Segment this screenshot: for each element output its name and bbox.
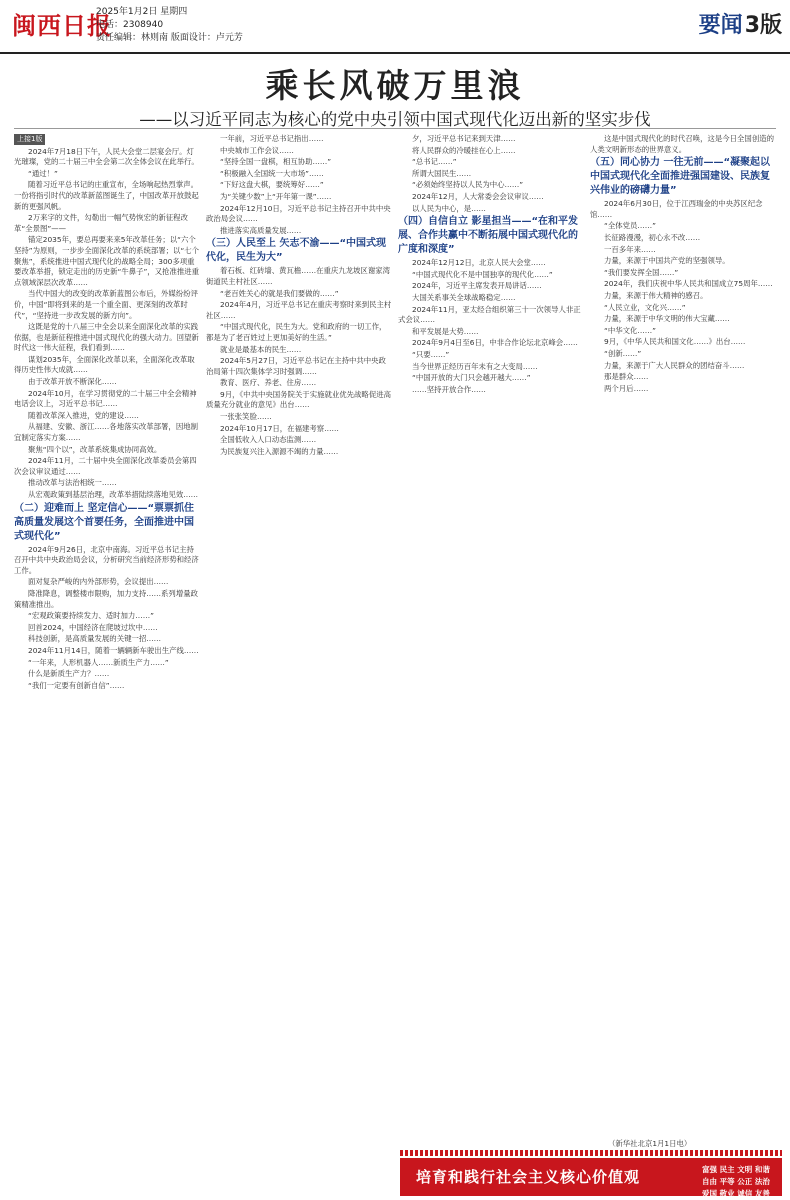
paragraph: 随着改革深入推进，党的建设……	[28, 410, 139, 420]
paragraph: “一年来，人形机器人……新质生产力……”	[28, 657, 169, 667]
paragraph: 全国低收入人口动态监测……	[220, 435, 317, 445]
paragraph: “宏观政策要持续发力、适时加力……”	[28, 611, 154, 621]
paragraph: 推进落实高质量发展……	[220, 225, 302, 235]
paragraph: 一年前，习近平总书记指出……	[220, 134, 324, 143]
section-heading-4: （四）自信自立 影星担当——“在和平发展、合作共赢中不断拓展中国式现代化的广度和深度”	[398, 216, 579, 256]
banner-dots	[400, 1150, 782, 1156]
section-page: 3版	[744, 13, 782, 38]
paragraph: 科技创新，是高质量发展的关键一招……	[28, 634, 162, 644]
paragraph: 当代中国大的改变的改革新蓝图公布后，外媒纷纷评价，中国“即将到来的是一个重全面、更深刻的改革时代”，“坚持进一步改发展的新方向”。	[14, 289, 198, 320]
paragraph: 由于改革开放不断深化……	[28, 377, 117, 387]
paragraph: 2024年10月17日，在福建考察……	[220, 423, 339, 433]
paragraph: 随着习近平总书记的庄重宣布，全场响起热烈掌声。一份将指引时代的改革新蓝图诞生了，中国改革开放鼓起新的更强风帆。	[14, 180, 199, 211]
paragraph: 从宏观政策到基层治理，改革举措陆续落地见效……	[28, 490, 198, 499]
paragraph: 这是中国式现代化的时代召唤，这是今日全国创造的人类文明新形态的世界意义。	[590, 134, 774, 154]
paragraph: 2024年11月，亚太经合组织第三十一次领导人非正式会议……	[398, 304, 581, 325]
paragraph: 什么是新质生产力？……	[28, 669, 110, 679]
paragraph: 2万来字的文件，勾勒出一幅气势恢宏的新征程改革“全景图”——	[14, 213, 188, 233]
paragraph: 9月，《中华人民共和国文化……》出台……	[604, 337, 746, 347]
paragraph: “积极融入全国统一大市场”……	[220, 168, 324, 178]
paragraph: 中央城市工作会议……	[220, 145, 294, 155]
section-name: 要闻	[698, 13, 743, 38]
paragraph: 2024年7月18日下午，人民大会堂二层宴会厅。灯光璀璨，党的二十届三中全会第二次全体会议在此举行。	[14, 146, 199, 167]
paragraph: 那是群众……	[604, 372, 649, 382]
paragraph: 2024年11月14日，随着一辆辆新车驶出生产线……	[28, 645, 199, 655]
paragraph: “必须始终坚持以人民为中心……”	[412, 180, 524, 190]
paragraph: 推动改革与法治相统一……	[28, 478, 117, 488]
paragraph: 2024年12月10日，习近平总书记主持召开中共中央政治局会议……	[206, 203, 391, 224]
paragraph: 所谓大国民生……	[412, 168, 472, 178]
paragraph: 面对复杂严峻的内外部形势，会议提出……	[28, 577, 169, 587]
paragraph: “中国式现代化，民生为大。党和政府的一切工作，都是为了老百姓过上更加美好的生活。”	[206, 322, 387, 342]
paragraph: 一百多年来……	[604, 244, 656, 254]
paragraph: 将人民群众的冷暖挂在心上……	[412, 145, 516, 155]
paragraph: “人民立业，文化兴……”	[604, 302, 686, 312]
paragraph: “坚持全国一盘棋，相互协助……”	[220, 157, 332, 167]
paragraph: 当今世界正经历百年未有之大变局……	[412, 361, 538, 371]
banner-values: 富强 民主 文明 和谐 自由 平等 公正 法治 爱国 敬业 诚信 友善	[702, 1165, 770, 1198]
paragraph: 从福建、安徽、浙江……各地落实改革部署，因地制宜制定落实方案……	[14, 422, 198, 443]
paragraph: 2024年，我们庆祝中华人民共和国成立75周年……	[604, 279, 773, 289]
section-heading-3: （三）人民至上 矢志不渝——“中国式现代化，民生为大”	[206, 238, 387, 264]
paragraph: 2024年6月30日，位于江西瑞金的中央苏区纪念馆……	[590, 199, 763, 219]
paragraph: 2024年9月26日，北京中南海。习近平总书记主持召开中共中央政治局会议，分析研究当前经济形势和经济工作。	[14, 544, 199, 575]
divider	[14, 128, 776, 129]
section-heading-5: （五）同心协力 一往无前——“凝聚起以中国式现代化全面推进强国建设、民族复兴伟业的磅礴力量”	[590, 157, 771, 197]
paragraph: “中华文化……”	[604, 325, 657, 335]
paragraph: “通过！”	[28, 168, 58, 178]
paragraph: 2024年9月4日至6日，中非合作论坛北京峰会……	[412, 338, 578, 348]
paragraph: 一张张笑脸……	[220, 412, 272, 422]
paragraph: 9月，《中共中央国务院关于实施就业优先战略促进高质量充分就业的意见》出台……	[206, 389, 391, 410]
section-label	[699, 8, 782, 39]
newspaper-logo: 闽西日报	[12, 11, 112, 40]
paragraph: 回首2024，中国经济在爬坡过坎中……	[28, 622, 158, 632]
paragraph: 教育、医疗、养老、住房……	[220, 378, 317, 388]
article-column-4	[590, 134, 776, 1129]
section-heading-2: （二）迎难而上 坚定信心——“票票抓住高质量发展这个首要任务，全面推进中国式现代化”	[14, 502, 195, 542]
paragraph: “中国式现代化不是中国独享的现代化……”	[412, 269, 553, 279]
paragraph: 2024年12月，人大常委会会议审议……	[412, 191, 544, 201]
paragraph: 2024年12月12日，北京人民大会堂……	[412, 258, 546, 268]
paragraph: 两个月后……	[604, 383, 649, 393]
paragraph: “总书记……”	[412, 157, 457, 167]
editors: 责任编辑：林则南 版面设计：卢元芳	[96, 33, 243, 43]
phone: 电话：2308940	[96, 20, 164, 30]
masthead	[0, 0, 790, 54]
article-title: 乘长风破万里浪	[265, 66, 525, 105]
paragraph: “只要……”	[412, 349, 450, 359]
continued-tag: 上接1版	[14, 134, 45, 145]
issue-date: 2025年1月2日 星期四	[96, 7, 188, 17]
paragraph: 为民族复兴注入源源不竭的力量……	[220, 446, 339, 456]
masthead-meta	[96, 6, 243, 45]
paragraph: 力量，来源于广大人民群众的团结奋斗……	[604, 360, 745, 370]
values-banner	[400, 1158, 782, 1196]
paragraph: “老百姓关心的就是我们要做的……”	[220, 288, 339, 298]
paragraph: 这既是党的十八届三中全会以来全面深化改革的实践依据，也是新征程推进中国式现代化的强大动力。回望新时代这一伟大征程，我们看到……	[14, 322, 199, 353]
article-column-1	[14, 134, 200, 1144]
paragraph: “创新……”	[604, 348, 642, 358]
paragraph: 就业是最基本的民生……	[220, 344, 302, 354]
paragraph: 谋划2035年，全面深化改革以来，全面深化改革取得历史性伟大成就……	[14, 354, 195, 375]
paragraph: 着石板、红砖墙、黄瓦檐……在重庆九龙坡区谢家湾街道民主村社区……	[206, 266, 390, 286]
paragraph: “全体党员……”	[604, 221, 657, 231]
paragraph: 2024年4月，习近平总书记在重庆考察时来到民主村社区……	[206, 300, 392, 320]
article-subtitle: ——以习近平同志为核心的党中央引领中国式现代化迈出新的坚实步伐	[139, 110, 651, 129]
paragraph: 和平发展是大势……	[412, 326, 479, 336]
article-column-3	[398, 134, 584, 1144]
paragraph: 降准降息，调整楼市限购，加力支持……系列增量政策精准推出。	[14, 588, 198, 609]
paragraph: 2024年10月，在学习贯彻党的二十届三中全会精神电话会议上，习近平总书记……	[14, 388, 197, 409]
paragraph: ……坚持开放合作……	[412, 384, 486, 394]
paragraph: 为“关键少数”上“开年第一课”……	[220, 191, 332, 201]
paragraph: 以人民为中心，是……	[412, 203, 486, 213]
paragraph: 夕，习近平总书记来到天津……	[412, 134, 516, 143]
paragraph: 2024年11月，二十届中央全面深化改革委员会第四次会议审议通过……	[14, 456, 197, 476]
paragraph: 大国关系事关全球战略稳定……	[412, 292, 516, 302]
article-column-2	[206, 134, 392, 1144]
paragraph: “下好这盘大棋，要统筹好……”	[220, 180, 324, 190]
paragraph: 聚焦“四个以”，改革系统集成协同高效。	[28, 444, 162, 454]
paragraph: 2024年，习近平主席发表开局讲话……	[412, 281, 542, 291]
paragraph: “我们一定要有创新自信”……	[28, 680, 125, 690]
paragraph: 2024年5月27日，习近平总书记在主持中共中央政治局第十四次集体学习时强调……	[206, 356, 386, 376]
paragraph: 力量，来源于伟大精神的感召。	[604, 290, 708, 300]
paragraph: 长征路漫漫，初心永不改……	[604, 232, 701, 242]
paragraph: 力量，来源于中国共产党的坚强领导。	[604, 256, 730, 266]
paragraph: 锚定2035年，要总再要来来5年改革任务；以“六个坚持”为原则，一步步全面深化改革的系统部署；以“七个聚焦”，系统推进中国式现代化的战略全局；300多项重要改革举措，锁定走出的历史新“牛鼻子”，又抢准推进重点领域深层次改革……	[14, 235, 200, 287]
paragraph: “中国开放的大门只会越开越大……”	[412, 373, 531, 383]
banner-text: 培育和践行社会主义核心价值观	[416, 1168, 641, 1186]
source-note: （新华社北京1月1日电）	[608, 1139, 692, 1148]
paragraph: 力量，来源于中华文明的伟大宝藏……	[604, 314, 730, 324]
paragraph: “我们要发挥全国……”	[604, 267, 679, 277]
